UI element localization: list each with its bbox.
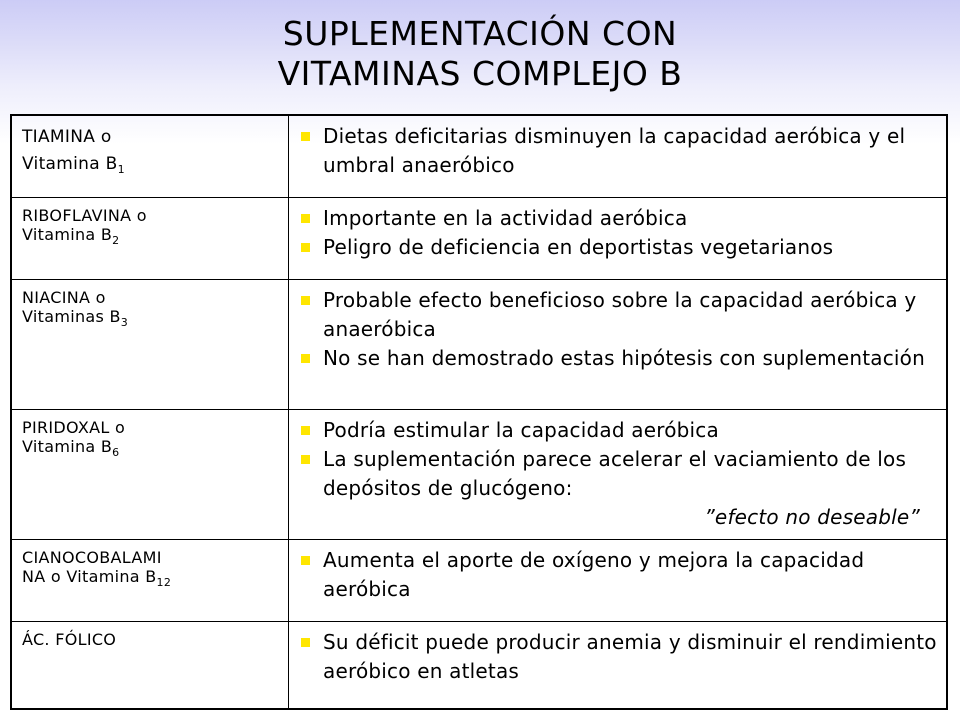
bullet-item xyxy=(299,286,938,344)
square-bullet-icon xyxy=(301,243,310,252)
table-row-cianocobalamina xyxy=(11,539,947,621)
table-row-acido-folico xyxy=(11,621,947,709)
vitamin-name: NIACINA o xyxy=(22,287,106,307)
vitamin-name: TIAMINA o xyxy=(22,127,112,147)
bullet-item xyxy=(299,445,938,503)
bullet-item xyxy=(299,122,938,180)
bullet-item xyxy=(299,546,938,604)
vitamin-name-cell xyxy=(11,409,289,539)
vitamin-name: PIRIDOXAL o xyxy=(22,417,126,437)
vitamin-subscript: 1 xyxy=(117,163,125,176)
bullet-text: Dietas deficitarias disminuyen la capacidad aeróbica y el umbral anaeróbico xyxy=(323,124,906,177)
table-row-tiamina xyxy=(11,115,947,197)
vitamin-name: CIANOCOBALAMI xyxy=(22,547,162,567)
bullet-text: Probable efecto beneficioso sobre la capacidad aeróbica y anaeróbica xyxy=(323,287,917,341)
vitamin-name-b: Vitamina B xyxy=(22,436,113,456)
vitamin-name-cell xyxy=(11,279,289,409)
bullet-text: Peligro de deficiencia en deportistas vegetarianos xyxy=(323,234,834,259)
bullet-text: No se han demostrado estas hipótesis con suplementación xyxy=(323,345,925,370)
vitamin-subscript: 6 xyxy=(112,445,120,459)
square-bullet-icon xyxy=(301,638,310,647)
bullet-text: Podría estimular la capacidad aeróbica xyxy=(323,417,719,442)
bullet-item xyxy=(299,628,938,686)
vitamin-name-cell xyxy=(11,197,289,279)
vitamin-subscript: 12 xyxy=(156,575,172,589)
vitamin-description-cell xyxy=(289,621,948,709)
note-text: ”efecto no deseable” xyxy=(704,504,920,529)
bullet-item xyxy=(299,204,938,233)
vitamin-name: ÁC. FÓLICO xyxy=(22,629,117,649)
vitamin-description-cell xyxy=(289,409,948,539)
bullet-text: Importante en la actividad aeróbica xyxy=(323,205,688,230)
vitamin-description-cell xyxy=(289,539,948,621)
bullet-item xyxy=(299,344,938,373)
vitamin-description-cell xyxy=(289,115,948,197)
vitamin-name-b: NA o Vitamina B xyxy=(22,566,157,586)
vitamin-description-cell xyxy=(289,279,948,409)
square-bullet-icon xyxy=(301,296,310,305)
vitamin-name-cell xyxy=(11,539,289,621)
square-bullet-icon xyxy=(301,455,310,464)
vitamin-description-cell xyxy=(289,197,948,279)
square-bullet-icon xyxy=(301,132,310,141)
table-row-piridoxal xyxy=(11,409,947,539)
bullet-text: Aumenta el aporte de oxígeno y mejora la capacidad aeróbica xyxy=(323,547,865,601)
vitamin-name-b: Vitaminas B xyxy=(22,306,121,326)
square-bullet-icon xyxy=(301,354,310,363)
vitamin-name-cell xyxy=(11,621,289,709)
vitamin-name: RIBOFLAVINA o xyxy=(22,205,147,225)
title-line-2: VITAMINAS COMPLEJO B xyxy=(277,54,683,93)
slide-title xyxy=(0,14,960,94)
bullet-text: La suplementación parece acelerar el vaciamiento de los depósitos de glucógeno: xyxy=(323,446,907,500)
bullet-text: Su déficit puede producir anemia y disminuir el rendimiento aeróbico en atletas xyxy=(323,629,937,683)
vitamin-subscript: 3 xyxy=(120,315,129,329)
bullet-item xyxy=(299,233,938,262)
table-row-niacina xyxy=(11,279,947,409)
table-row-riboflavina xyxy=(11,197,947,279)
vitamin-name-b: Vitamina B xyxy=(22,154,118,174)
square-bullet-icon xyxy=(301,426,310,435)
vitamin-subscript: 2 xyxy=(112,233,120,247)
bullet-item xyxy=(299,416,938,445)
square-bullet-icon xyxy=(301,556,310,565)
vitamin-table xyxy=(10,114,948,710)
title-line-1: SUPLEMENTACIÓN CON xyxy=(282,14,678,53)
vitamin-name-cell xyxy=(11,115,289,197)
vitamin-name-b: Vitamina B xyxy=(22,224,113,244)
square-bullet-icon xyxy=(301,214,310,223)
